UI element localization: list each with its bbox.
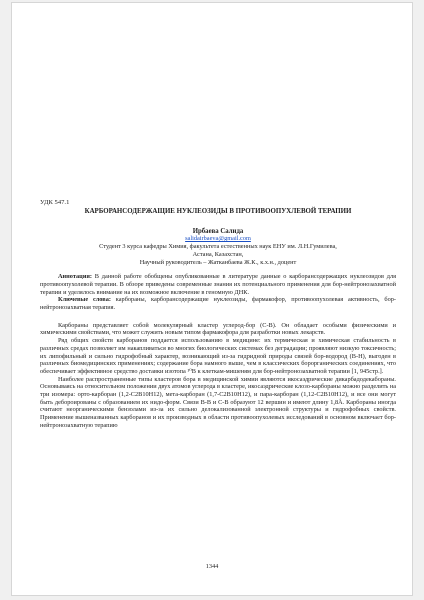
paragraph-3: Наиболее распространенные типы кластеров бора в медицинской химии являются икосаэдрические дикарбадодекабораны. Основываясь на относительном положении двух атомов углерода в кластере, икосаэдрические клозо-карбораны можно разделить на три изомера: орто-карборан (1,2-C2B10H12), мета-карборан (1,7-C2B10H12), и пара-карборан (1,12-C2B10H12), и все они могут быть дебороированы с образованием их нидо-форм. Связи B-B и C-B образуют 12 вершин и имеют длину 1,8Å. Карбораны иногда считают неорганическими бензолами из-за их сильно делокализованной электронной структуры и гидрофобных свойств. Применение вышеназванных карборанов и их производных в области противоопухолевых исследований в основном включает бор-нейтронозахватную терапию [40,375,396,429]
abstract [40,273,396,296]
paragraph-1: Карбораны представляет собой молекулярный кластер углерод-бор (C-B). Он обладает особыми физическими и химическими свойствами, что может служить новым типом фармакофора для разработки новых лекарств. [40,321,396,337]
keywords [40,296,396,311]
supervisor: Научный руководитель – Жатканбаева Ж.К., к.х.н., доцент [139,258,297,266]
author-name: Ирбаева Салида [192,227,244,235]
author-email-link[interactable]: salidairbaeva@gmail.com [185,235,251,243]
page-number: 1344 [205,563,219,570]
author-city: Астана, Казахстан, [192,250,244,258]
abstract-label: Аннотация: [58,273,92,281]
author-affiliation: Студент 3 курса кафедры Химия, факультета естественных наук ЕНУ им. Л.Н.Гумилева, [99,243,337,251]
article-title: КАРБОРАНСОДЕРЖАЩИЕ НУКЛЕОЗИДЫ В ПРОТИВООПУХЛЕВОЙ ТЕРАПИИ [84,207,352,215]
udk-code: УДК 547.1 [40,199,70,206]
article-body [40,199,396,430]
document-page [11,2,413,596]
keywords-label: Ключевые слова: [58,296,111,304]
keywords-text: карбораны, карборансодержащие нуклеозиды, фармакофор, противоопухолевая активность, бор-нейтронозахватная терапия. [40,296,396,312]
paragraph-2: Ряд общих свойств карборанов поддается использованию в медицине: их термическая и химическая стабильность в различных средах позволяет им накапливаться во многих биологических системах без деградации; проявляют низкую токсичность; их липофильный и сильно гидрофобный характер, возникающий из-за гидридной природы связей бор-водород (B-H), выгоден в различных биомедицинских применениях; содержание бора намного выше, чем в классических борорганических соединениях, что обеспечивает эффективное средство доставки изотопа ¹⁰B к клеткам-мишеням для бор-нейтронозахватной терапии [1, 945стр.]. [40,337,396,375]
abstract-text: В данной работе обобщены опубликованные в литературе данные о карборансодержащих нуклеозидов для противоопухолевой терапии. В обзоре приведены современные знания их потенциального применения для бор-нейтронозахватной терапии и уделялось внимание на их возможное включение в геномную ДНК. [40,273,396,296]
